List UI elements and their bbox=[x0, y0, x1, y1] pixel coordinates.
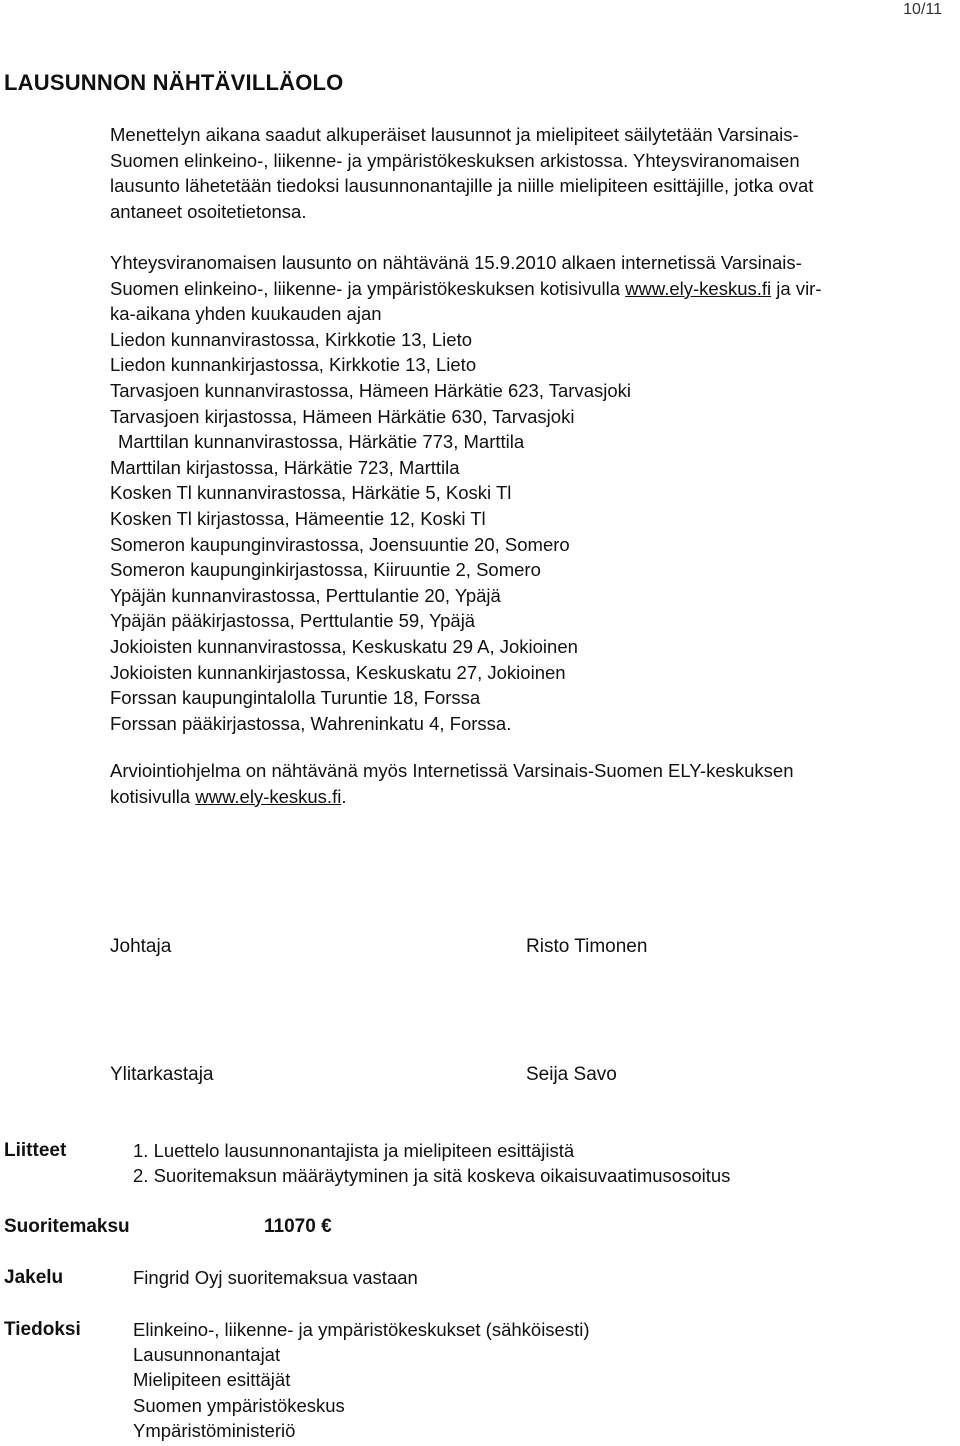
location-item: Ypäjän pääkirjastossa, Perttulantie 59, Ypäjä bbox=[110, 610, 476, 632]
location-item: Forssan kaupungintalolla Turuntie 18, Forssa bbox=[110, 687, 481, 709]
text-line: antaneet osoitetietonsa. bbox=[110, 200, 307, 222]
list-item: Fingrid Oyj suoritemaksua vastaan bbox=[133, 1267, 418, 1288]
fee-label: Suoritemaksu bbox=[4, 1216, 130, 1237]
currency-symbol: € bbox=[321, 1216, 332, 1237]
text-line bbox=[110, 276, 822, 302]
info-label: Tiedoksi bbox=[4, 1319, 81, 1340]
distribution-label: Jakelu bbox=[4, 1267, 64, 1288]
list-item: Ympäristöministeriö bbox=[133, 1419, 296, 1441]
list-item: 2. Suoritemaksun määräytyminen ja sitä koskeva oikaisuvaatimusosoitus bbox=[133, 1165, 731, 1187]
list-item: Elinkeino-, liikenne- ja ympäristökeskukset (sähköisesti) bbox=[133, 1319, 590, 1340]
fee-amount bbox=[264, 1216, 332, 1238]
paragraph-availability bbox=[110, 250, 822, 736]
location-item: Someron kaupunginvirastossa, Joensuuntie 20, Somero bbox=[110, 533, 570, 555]
text-line: ka-aikana yhden kuukauden ajan bbox=[110, 303, 382, 325]
section-heading: LAUSUNNON NÄHTÄVILLÄOLO bbox=[4, 70, 344, 95]
location-item: Forssan pääkirjastossa, Wahreninkatu 4, Forssa. bbox=[110, 712, 512, 734]
info-list bbox=[133, 1317, 590, 1443]
list-item: Suomen ympäristökeskus bbox=[133, 1394, 345, 1416]
paragraph-archive bbox=[110, 122, 813, 224]
page-number: 10/11 bbox=[903, 1, 942, 18]
location-item: Jokioisten kunnankirjastossa, Keskuskatu 27, Jokioinen bbox=[110, 661, 566, 683]
text-line bbox=[110, 784, 794, 810]
text-line: Menettelyn aikana saadut alkuperäiset lausunnot ja mielipiteet säilytetään Varsinais- bbox=[110, 124, 799, 145]
list-item: Mielipiteen esittäjät bbox=[133, 1369, 291, 1391]
ely-website-link[interactable]: www.ely-keskus.fi bbox=[195, 785, 342, 807]
text-span: Suomen elinkeino-, liikenne- ja ympäristökeskuksen kotisivulla bbox=[110, 277, 626, 299]
distribution-list bbox=[133, 1265, 418, 1290]
location-item: Someron kaupunginkirjastossa, Kiiruuntie 2, Somero bbox=[110, 559, 541, 581]
text-span: kotisivulla bbox=[110, 785, 196, 807]
list-item: 1. Luettelo lausunnonantajista ja mielipiteen esittäjistä bbox=[133, 1140, 575, 1161]
attachments-list bbox=[133, 1138, 730, 1188]
location-item: Tarvasjoen kirjastossa, Hämeen Härkätie 630, Tarvasjoki bbox=[110, 405, 575, 427]
location-item: Jokioisten kunnanvirastossa, Keskuskatu 29 A, Jokioinen bbox=[110, 635, 578, 657]
text-line: Suomen elinkeino-, liikenne- ja ympäristökeskuksen arkistossa. Yhteysviranomaisen bbox=[110, 149, 800, 171]
ely-website-link[interactable]: www.ely-keskus.fi bbox=[625, 277, 772, 299]
location-item: Marttilan kirjastossa, Härkätie 723, Marttila bbox=[110, 456, 460, 478]
text-span: ja vir- bbox=[771, 277, 822, 299]
text-span: . bbox=[341, 785, 347, 807]
location-item: Tarvasjoen kunnanvirastossa, Hämeen Härkätie 623, Tarvasjoki bbox=[110, 379, 632, 401]
signature-title: Johtaja bbox=[110, 936, 172, 957]
fee-value: 11070 bbox=[264, 1216, 316, 1237]
location-item: Liedon kunnanvirastossa, Kirkkotie 13, Lieto bbox=[110, 328, 472, 350]
text-line: Arviointiohjelma on nähtävänä myös Internetissä Varsinais-Suomen ELY-keskuksen bbox=[110, 760, 794, 781]
text-line: Yhteysviranomaisen lausunto on nähtävänä 15.9.2010 alkaen internetissä Varsinais- bbox=[110, 252, 802, 273]
signature-title: Ylitarkastaja bbox=[110, 1064, 214, 1085]
list-item: Lausunnonantajat bbox=[133, 1344, 281, 1366]
signature-name: Risto Timonen bbox=[526, 936, 648, 957]
text-line: lausunto lähetetään tiedoksi lausunnonantajille ja niille mielipiteen esittäjille, jotka ovat bbox=[110, 175, 814, 197]
location-item: Marttilan kunnanvirastossa, Härkätie 773, Marttila bbox=[118, 431, 525, 453]
location-item: Kosken Tl kirjastossa, Hämeentie 12, Koski Tl bbox=[110, 507, 486, 529]
location-item: Kosken Tl kunnanvirastossa, Härkätie 5, Koski Tl bbox=[110, 482, 512, 504]
location-item: Liedon kunnankirjastossa, Kirkkotie 13, Lieto bbox=[110, 354, 477, 376]
location-item: Ypäjän kunnanvirastossa, Perttulantie 20, Ypäjä bbox=[110, 584, 501, 606]
attachments-label: Liitteet bbox=[4, 1140, 67, 1161]
paragraph-program bbox=[110, 758, 794, 809]
signature-name: Seija Savo bbox=[526, 1064, 617, 1085]
